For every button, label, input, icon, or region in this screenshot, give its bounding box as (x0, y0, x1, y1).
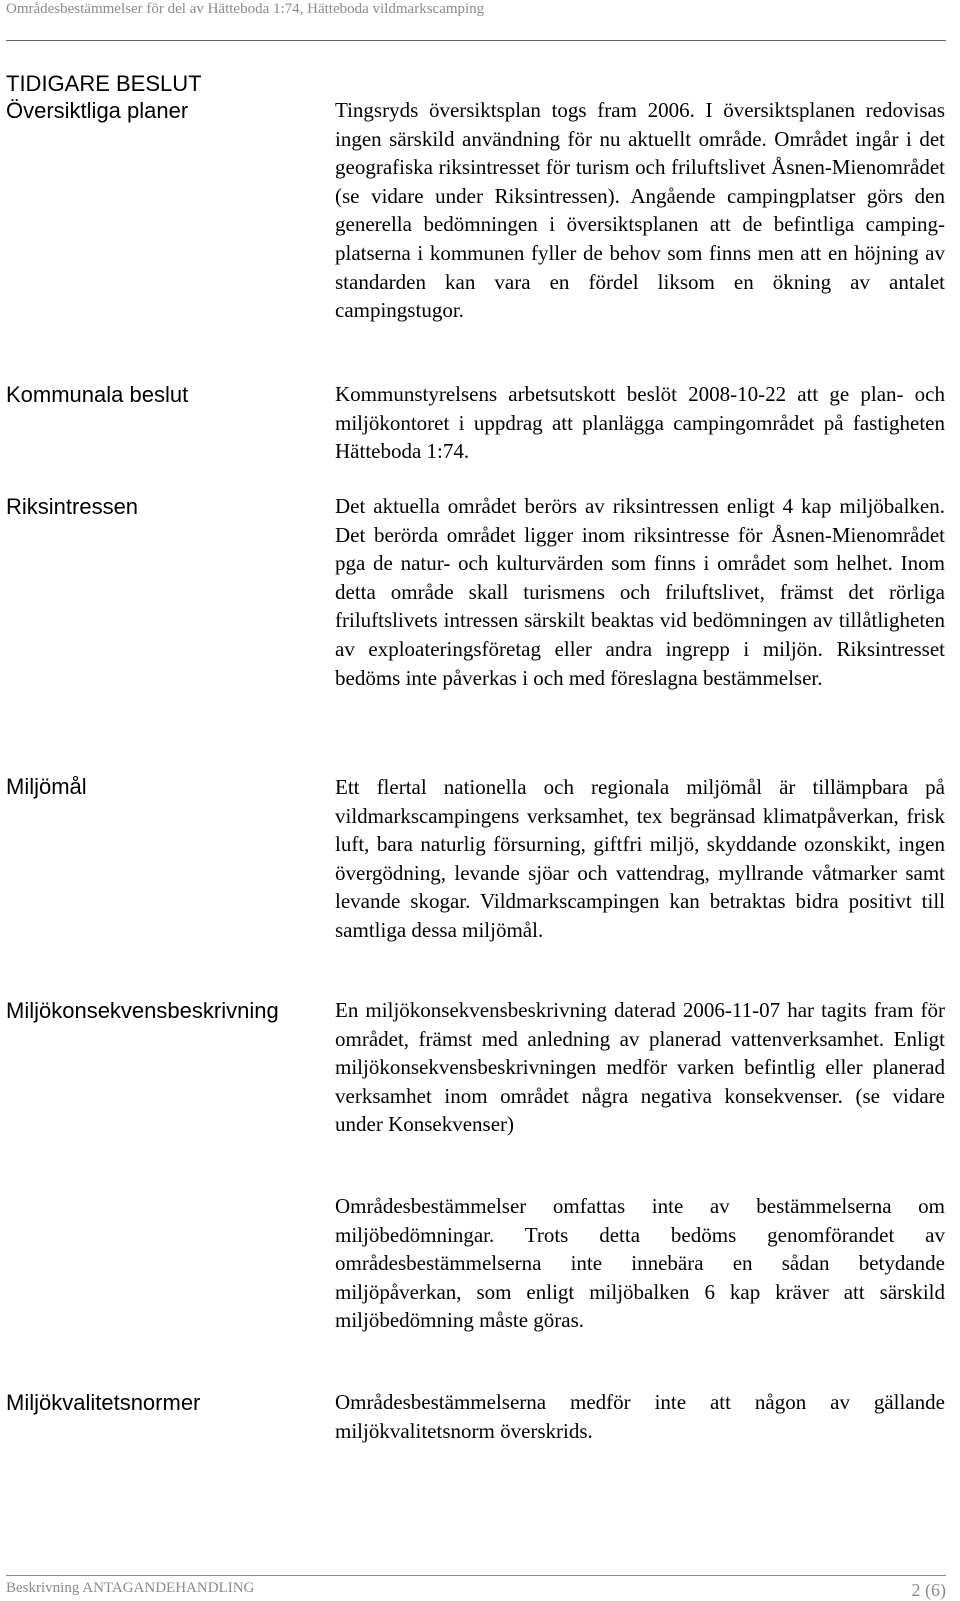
label-kommunala-beslut: Kommunala beslut (6, 382, 189, 407)
paragraph-miljomal: Ett flertal nationella och regionala miljömål är tillämpbara på vildmarkscampingens verksamhet, tex begränsad klimatpåverkan, frisk luft, bara naturlig försurning, giftfri miljö, skyddande ozonskikt, ingen övergödning, levande sjöar och vattendrag, myllrande våtmarker samt levande skogar. Vildmarkscampingen kan betraktas bidra positivt till samtliga dessa miljömål. (335, 775, 945, 942)
paragraph-oversiktliga-planer: Tingsryds översiktsplan togs fram 2006. I översiktsplanen redovisas ingen särskild användning för nu aktuellt område. Området ingår i det geografiska riksintresset för turism och friluftslivet Åsnen-Mienområdet (se vidare under Riksintressen). Angående campingplatser görs den generella bedömningen i översiktsplanen att de befintliga campingplatserna i kommunen fyller de behov som finns men att en höjning av standarden kan vara en fördel liksom en ökning av antalet campingstugor. (335, 98, 945, 323)
label-miljokvalitetsnormer: Miljökvalitetsnormer (6, 1390, 201, 1415)
label-oversiktliga-planer: Översiktliga planer (6, 98, 189, 123)
paragraph-miljokonsekvensbeskrivning-1: En miljökonsekvensbeskrivning daterad 2006-11-07 har tagits fram för området, främst med anledning av planerad vattenverksamhet. Enligt miljökonsekvensbeskrivningen medför varken befintlig eller planerad verksamhet inom området några negativa konsekvenser. (se vidare under Konsekvenser) (335, 998, 945, 1137)
label-miljokonsekvensbeskrivning: Miljökonsekvensbeskrivning (6, 998, 279, 1023)
footer-divider (6, 1575, 946, 1576)
section-title: TIDIGARE BESLUT (6, 71, 202, 96)
label-riksintressen: Riksintressen (6, 494, 139, 519)
paragraph-kommunala-beslut: Kommunstyrelsens arbetsutskott beslöt 2008-10-22 att ge plan- och miljökontoret i uppdrag att planlägga campingområdet på fastigheten Hätteboda 1:74. (335, 382, 945, 464)
paragraph-miljokonsekvensbeskrivning-2: Områdesbestämmelser omfattas inte av bestämmelserna om miljöbedömningar. Trots detta bedöms genomförandet av områdesbestämmelserna inte innebära en sådan betydande miljöpåverkan, som enligt miljöbalken 6 kap kräver att särskild miljöbedömning måste göras. (335, 1194, 945, 1333)
footer-page-number: 2 (6) (911, 1580, 946, 1600)
footer-document-name: Beskrivning ANTAGANDEHANDLING (6, 1580, 255, 1596)
paragraph-miljokvalitetsnormer: Områdesbestämmelserna medför inte att någon av gällande miljökvalitetsnorm överskrids. (335, 1390, 945, 1443)
running-header: Områdesbestämmelser för del av Hätteboda 1:74, Hätteboda vildmarkscamping (6, 1, 485, 17)
header-divider (6, 40, 946, 41)
paragraph-riksintressen: Det aktuella området berörs av riksintressen enligt 4 kap miljöbalken. Det berörda området ligger inom riksintresse för Åsnen-Mienområdet pga de natur- och kulturvärden som finns i området som helhet. Inom detta område skall turismens och friluftslivet, främst det rörliga friluftslivets intressen särskilt beaktas vid bedömningen av tillåtligheten av exploateringsföretag eller andra ingrepp i miljön. Riksintresset bedöms inte påverkas i och med föreslagna bestämmelser. (335, 494, 945, 690)
label-miljomal: Miljömål (6, 774, 87, 799)
